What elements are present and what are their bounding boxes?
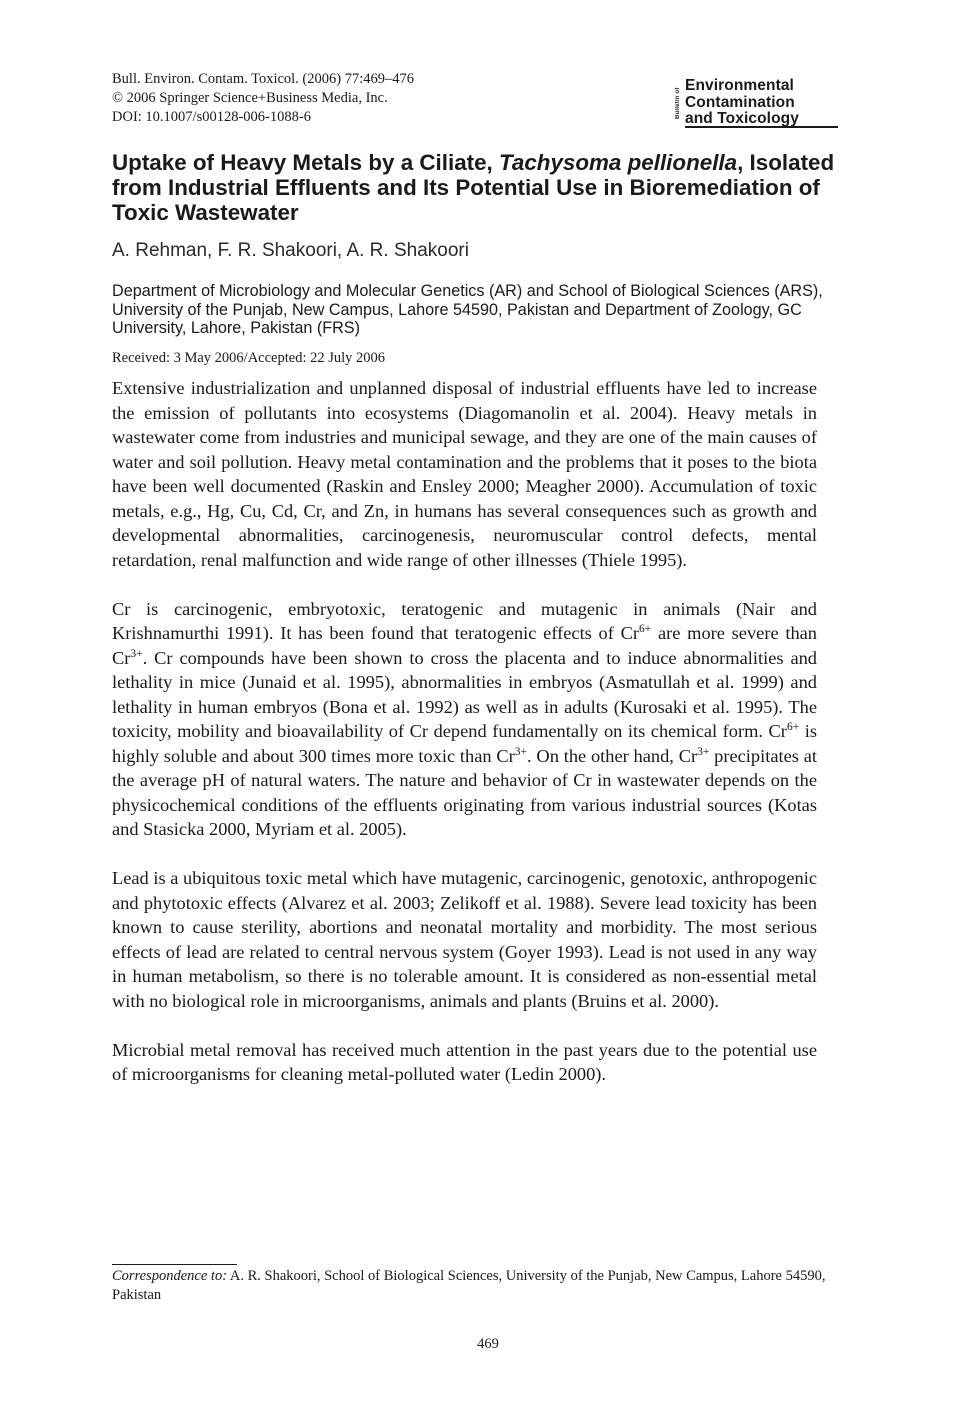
paragraph-4: Microbial metal removal has received much attention in the past years due to the potential use of microorganisms for cleaning metal-polluted water (Ledin 2000). — [112, 1039, 817, 1084]
paragraph-3: Lead is a ubiquitous toxic metal which have mutagenic, carcinogenic, genotoxic, anthropogenic and phytotoxic effects (Alvarez et al. 2003; Zelikoff et al. 1988). Severe lead toxicity has been known to cause sterility, abortions and neonatal mortality and morbidity. The most serious effects of lead are related to central nervous system (Goyer 1993). Lead is not used in any way in human metabolism, so there is no tolerable amount. It is considered as non-essential metal with no biological role in microorganisms, animals and plants (Bruins et al. 2000). — [112, 868, 817, 1011]
logo-line-2: Contamination — [685, 94, 795, 111]
title-part-1: Uptake of Heavy Metals by a Ciliate, — [112, 150, 500, 175]
superscript: 3+ — [514, 745, 528, 758]
article-title — [112, 150, 852, 225]
received-dates: Received: 3 May 2006/Accepted: 22 July 2006 — [112, 350, 386, 366]
footnote-label: Correspondence to: — [112, 1268, 228, 1284]
journal-info — [112, 70, 414, 127]
paragraph-2-text: . On the other hand, Cr — [527, 745, 698, 766]
superscript: 6+ — [639, 623, 652, 635]
authors: A. Rehman, F. R. Shakoori, A. R. Shakoori — [112, 240, 469, 261]
page-number: 469 — [477, 1336, 499, 1352]
paragraph-2-text: Cr is carcinogenic, embryotoxic, teratogenic and mutagenic in animals (Nair and Krishnamurthi 1991). It has been found that teratogenic effects of Cr — [112, 598, 817, 643]
paragraph-2-text: . Cr compounds have been shown to cross the placenta and to induce abnormalities and lethality in mice (Junaid et al. 1995), abnormalities in embryos (Asmatullah et al. 1999) and lethality in human embryos (Bona et al. 1992) as well as in adults (Kurosaki et al. 1995). The toxicity, mobility and bioavailability of Cr depend fundamentally on its chemical form. Cr — [112, 647, 817, 741]
title-species: Tachysoma pellionella — [499, 150, 738, 175]
superscript: 3+ — [130, 647, 143, 660]
affiliation: Department of Microbiology and Molecular Genetics (AR) and School of Biological Sciences (ARS), University of the Punjab, New Campus, Lahore 54590, Pakistan and Department of Zoology, GC University, Lahore, Pakistan (FRS) — [112, 282, 823, 337]
paragraph-2-text: are more severe than Cr — [112, 623, 817, 668]
superscript: 3+ — [697, 745, 710, 758]
footnote-text: A. R. Shakoori, School of Biological Sciences, University of the Punjab, New Campus, Lahore 54590, Pakistan — [112, 1268, 826, 1303]
title-part-2: , Isolated from Industrial Effluents and Its Potential Use in Bioremediation of Toxic Wastewater — [112, 150, 835, 225]
logo-side-text: Bulletin of — [675, 87, 681, 119]
article-body — [112, 376, 817, 1111]
doi-line: DOI: 10.1007/s00128-006-1088-6 — [112, 109, 311, 125]
paragraph-1: Extensive industrialization and unplanned disposal of industrial effluents have led to increase the emission of pollutants into ecosystems (Diagomanolin et al. 2004). Heavy metals in wastewater come from industries and municipal sewage, and they are one of the main causes of water and soil pollution. Heavy metal contamination and the problems that it poses to the biota have been well documented (Raskin and Ensley 2000; Meagher 2000). Accumulation of toxic metals, e.g., Hg, Cu, Cd, Cr, and Zn, in humans has several consequences such as growth and developmental abnormalities, carcinogenesis, neuromuscular control defects, mental retardation, renal malfunction and wide range of other illnesses (Thiele 1995). — [112, 378, 817, 570]
paragraph-2-text: precipitates at the average pH of natural waters. The nature and behavior of Cr in wastewater depends on the physicochemical conditions of the effluents originating from various industrial sources (Kotas and Stasicka 2000, Myriam et al. 2005). — [112, 745, 817, 839]
journal-logo — [675, 78, 838, 128]
paragraph-2 — [112, 597, 817, 842]
logo-line-1: Environmental — [685, 77, 794, 94]
correspondence-footnote — [112, 1267, 842, 1304]
logo-line-3: and Toxicology — [685, 112, 838, 128]
paragraph-2-text: is highly soluble and about 300 times more toxic than Cr — [112, 721, 817, 766]
superscript: 6+ — [786, 721, 800, 733]
copyright-line: © 2006 Springer Science+Business Media, Inc. — [112, 90, 388, 106]
footnote-divider — [112, 1264, 237, 1265]
journal-citation: Bull. Environ. Contam. Toxicol. (2006) 77:469–476 — [112, 71, 414, 87]
